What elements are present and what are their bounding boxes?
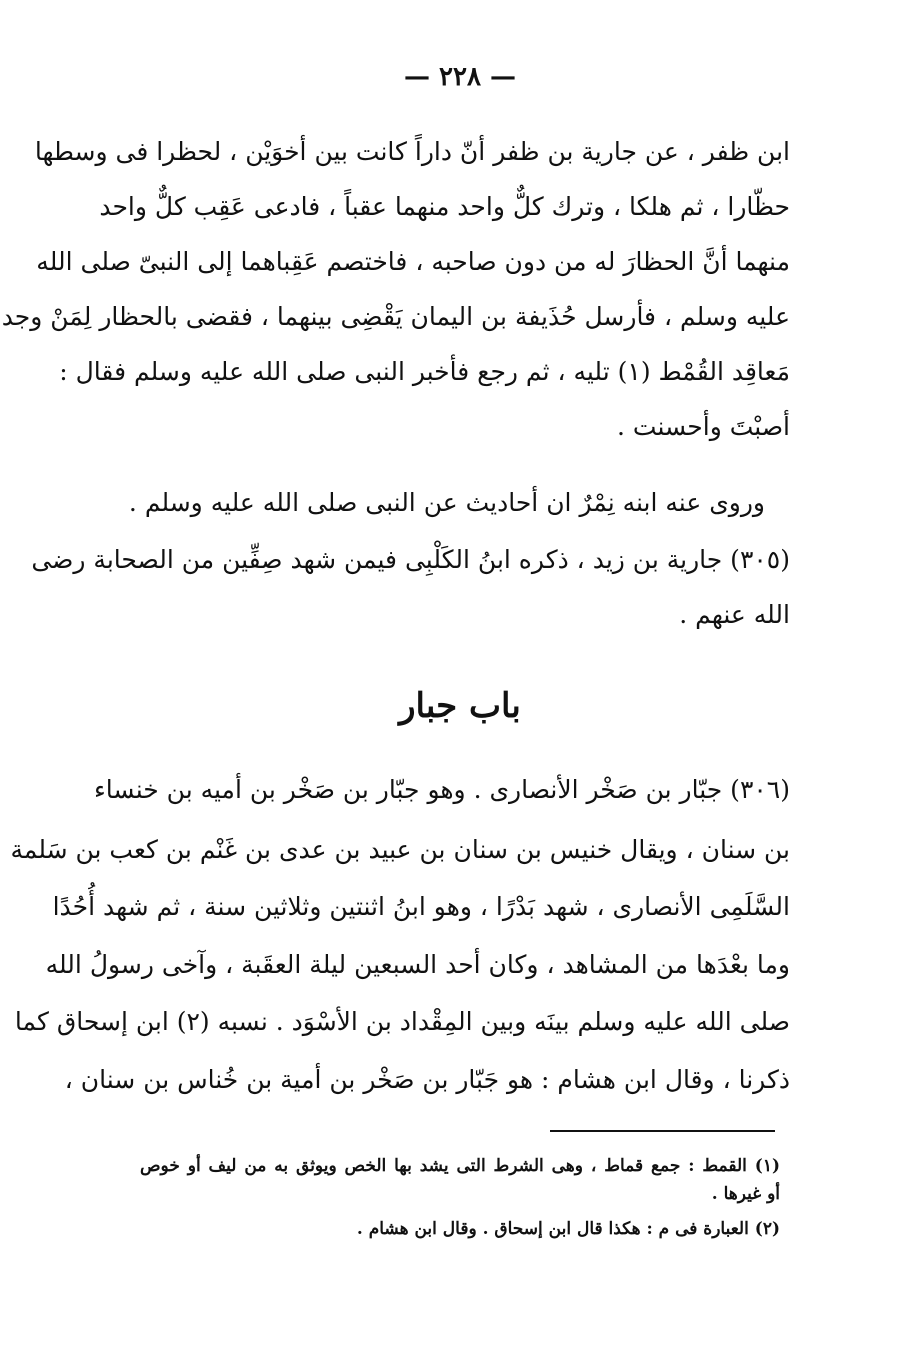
text-line: (٣٠٦) جبّار بن صَخْر الأنصارى . وهو جبّار بن صَخْر بن أميه بن خنساء — [94, 775, 790, 804]
text-line: الله عنهم . — [679, 600, 790, 629]
page-number: — ٢٢٨ — — [403, 62, 517, 92]
text-line: مَعاقِد القُمْط (١) تليه ، ثم رجع فأخبر النبى صلى الله عليه وسلم فقال : — [59, 357, 790, 386]
text-line: وروى عنه ابنه نِمْرٌ ان أحاديث عن النبى صلى الله عليه وسلم . — [128, 488, 765, 517]
text-line: ذكرنا ، وقال ابن هشام : هو جَبّار بن صَخْر بن أمية بن خُناس بن سنان ، — [64, 1065, 790, 1094]
text-line: (٣٠٥) جارية بن زيد ، ذكره ابنُ الكَلْبِى فيمن شهد صِفِّين من الصحابة رضى — [31, 545, 790, 574]
footnote-line: (٢) العبارة فى م : هكذا قال ابن إسحاق . وقال ابن هشام . — [356, 1219, 780, 1239]
text-line: منهما أنَّ الحظارَ له من دون صاحبه ، فاختصم عَقِباهما إلى النبىّ صلى الله — [36, 247, 790, 276]
section-heading: باب جبار — [399, 686, 521, 726]
footnote-line: أو غيرها . — [711, 1184, 780, 1204]
text-line: السَّلَمِى الأنصارى ، شهد بَدْرًا ، وهو ابنُ اثنتين وثلاثين سنة ، ثم شهد أُحُدًا — [52, 892, 790, 921]
text-line: ابن ظفر ، عن جارية بن ظفر أنّ داراً كانت بين أخوَيْن ، لحظرا فى وسطها — [34, 137, 790, 166]
text-line: وما بعْدَها من المشاهد ، وكان أحد السبعين ليلة العقَبة ، وآخى رسولُ الله — [45, 950, 790, 979]
text-line: عليه وسلم ، فأرسل حُذَيفة بن اليمان يَقْضِى بينهما ، فقضى بالحظار لِمَنْ وجد — [1, 302, 790, 331]
text-line: بن سنان ، ويقال خنيس بن سنان بن عبيد بن عدى بن غَنْم بن كعب بن سَلمة — [10, 835, 790, 864]
text-line: أصبْتَ وأحسنت . — [617, 412, 790, 441]
footnote-divider — [550, 1130, 775, 1132]
text-line: صلى الله عليه وسلم بينَه وبين المِقْداد بن الأسْوَد . نسبه (٢) ابن إسحاق كما — [14, 1007, 790, 1036]
footnote-line: (١) القمط : جمع قماط ، وهى الشرط التى يشد بها الخص ويوثق به من ليف أو خوص — [140, 1156, 780, 1176]
text-line: حظّارا ، ثم هلكا ، وترك كلٌّ واحد منهما عقباً ، فادعى عَقِب كلٌّ واحد — [99, 192, 790, 221]
